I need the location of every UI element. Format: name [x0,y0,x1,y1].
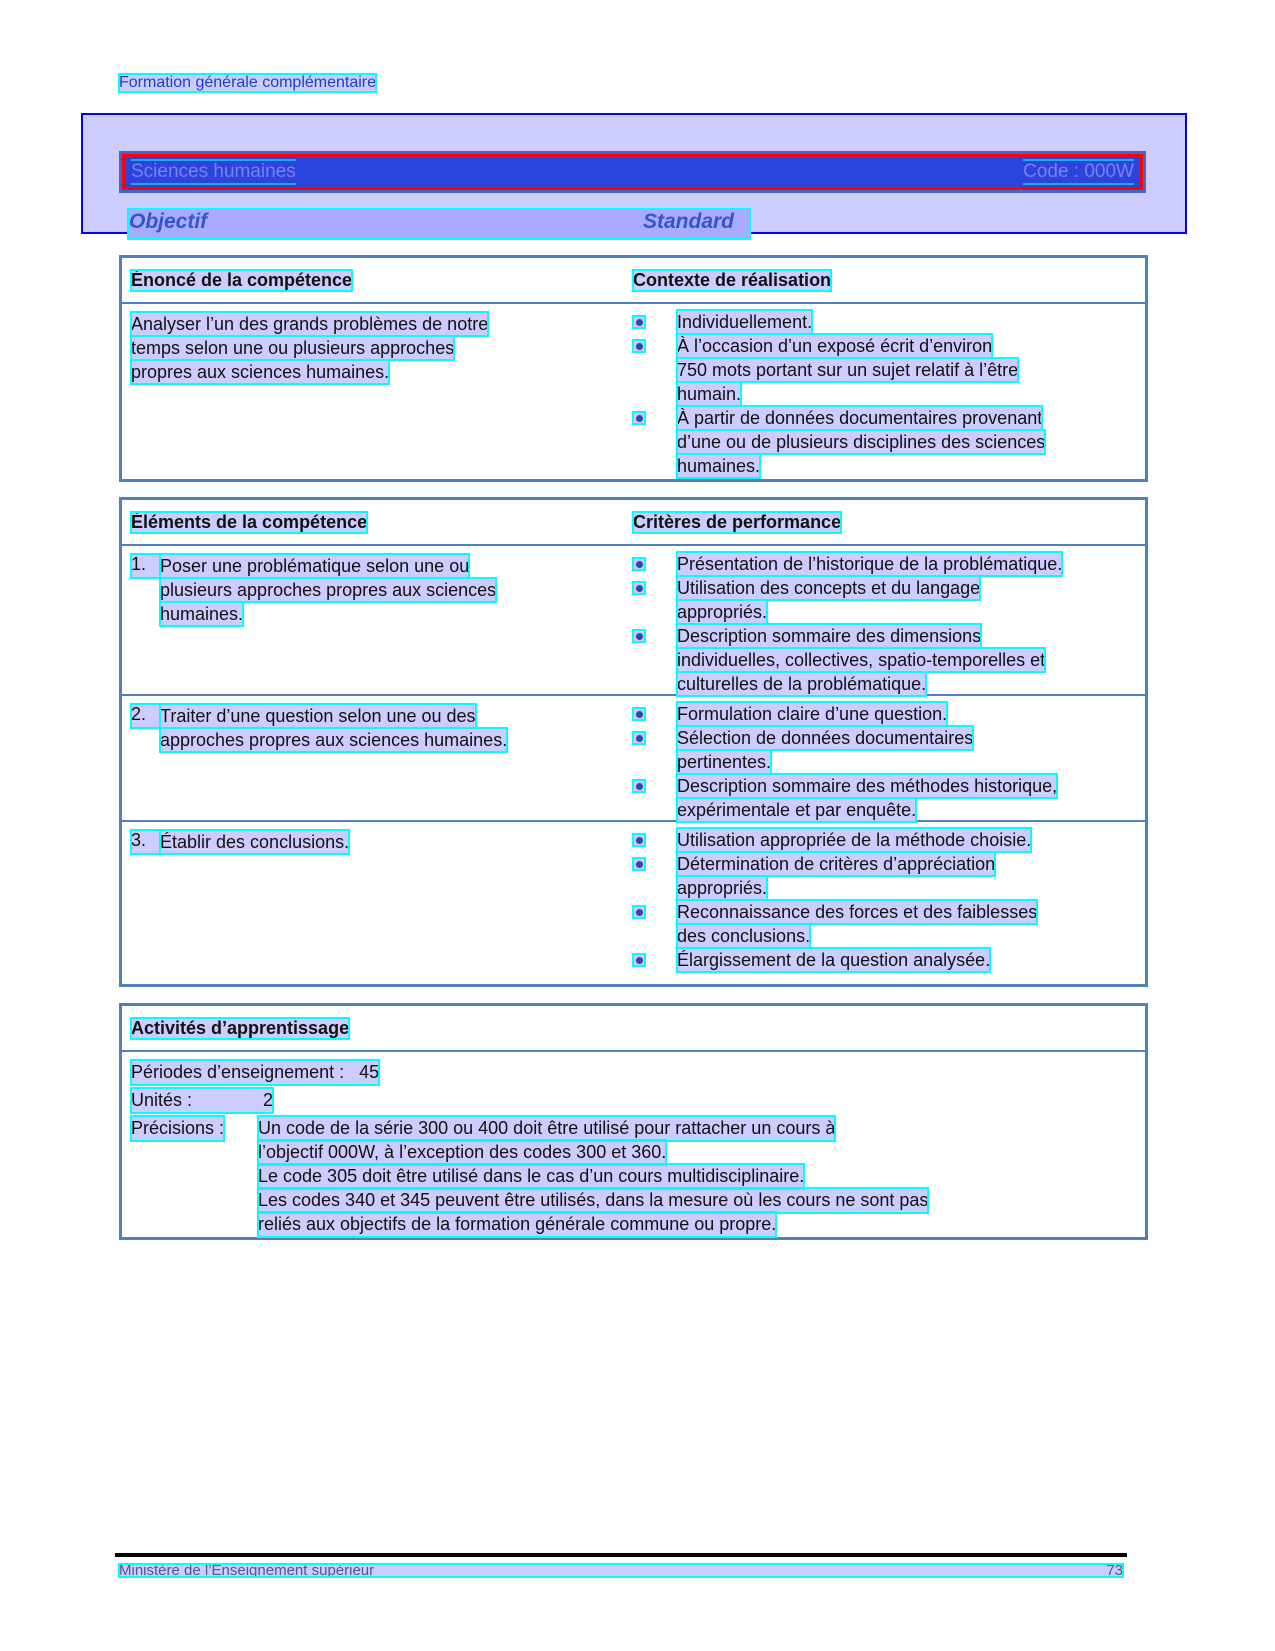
criteria-list [633,828,1133,972]
bullet-item [633,406,1133,478]
page-number: 73 [1106,1562,1123,1579]
bullet-line: individuelles, collectives, spatio-temporelles et [677,650,1046,670]
bullet-line: pertinentes. [677,752,772,772]
element-text: Traiter d’une question selon une ou des [160,706,476,726]
activities-table [119,1003,1148,1240]
footer-ministry: Ministère de l’Enseignement supérieur [119,1562,375,1579]
bullet-line: d’une ou de plusieurs disciplines des sciences [677,432,1046,452]
bullet-line: Reconnaissance des forces et des faiblesses [677,902,1038,922]
precision-line: Les codes 340 et 345 peuvent être utilisés, dans la mesure où les cours ne sont pas [258,1188,928,1213]
bullet-line: Présentation de l’historique de la problématique. [677,554,1063,574]
element-row [122,546,1145,696]
bullet-icon [633,316,645,328]
element-number: 1. [131,554,160,578]
program-code: Code : 000W [1023,159,1134,185]
bullet-line: humaines. [677,456,761,476]
bullet-icon [633,582,645,594]
bullet-item [633,310,1133,334]
element-number [131,578,160,602]
units-value: 2 [263,1090,274,1110]
context-header: Contexte de réalisation [633,270,832,290]
elements-table [119,497,1148,987]
periods-line [131,1060,379,1085]
footer-rule [115,1553,1127,1557]
statement-header: Énoncé de la compétence [131,270,353,290]
bullet-line: Utilisation appropriée de la méthode choisie. [677,830,1032,850]
element-line [131,578,611,602]
column-headings [129,210,749,238]
document-section-label: Formation générale complémentaire [119,74,377,91]
periods-value: 45 [359,1062,380,1082]
bullet-icon [633,780,645,792]
bullet-icon [633,954,645,966]
element-description [131,704,611,752]
footer [119,1564,1123,1577]
bullet-item [633,828,1133,852]
element-description [131,554,611,626]
bullet-line: Individuellement. [677,312,813,332]
element-number [131,602,160,626]
bullet-icon [633,708,645,720]
elements-header: Éléments de la compétence [131,512,368,532]
criteria-list [633,552,1133,696]
bullet-line: Détermination de critères d’appréciation [677,854,996,874]
bullet-line: appropriés. [677,878,768,898]
bullet-item [633,552,1133,576]
criteria-header: Critères de performance [633,512,842,532]
element-text: approches propres aux sciences humaines. [160,730,508,750]
element-row [122,822,1145,970]
bullet-line: expérimentale et par enquête. [677,800,917,820]
element-line [131,554,611,578]
bullet-line: des conclusions. [677,926,811,946]
bullet-line: Description sommaire des dimensions [677,626,982,646]
bullet-item [633,624,1133,696]
precision-line: l’objectif 000W, à l’exception des codes 300 et 360. [258,1140,666,1165]
statement-line: Analyser l’un des grands problèmes de notre [131,314,489,334]
precisions-label: Précisions : [131,1116,224,1141]
element-line [131,830,611,854]
element-number [131,728,160,752]
element-description [131,830,611,854]
bullet-item [633,726,1133,774]
precision-line: Un code de la série 300 ou 400 doit être utilisé pour rattacher un cours à [258,1116,835,1141]
element-text: Poser une problématique selon une ou [160,556,470,576]
bullet-icon [633,340,645,352]
element-line [131,602,611,626]
bullet-line: À partir de données documentaires provenant [677,408,1043,428]
bullet-icon [633,906,645,918]
element-text: plusieurs approches propres aux sciences [160,580,497,600]
element-number: 2. [131,704,160,728]
bullet-item [633,948,1133,972]
statement-line: propres aux sciences humaines. [131,362,390,382]
activities-header: Activités d’apprentissage [131,1018,350,1038]
units-line [131,1088,273,1113]
bullet-line: Sélection de données documentaires [677,728,974,748]
precision-line: reliés aux objectifs de la formation générale commune ou propre. [258,1212,776,1237]
bullet-line: humain. [677,384,742,404]
precision-line: Le code 305 doit être utilisé dans le cas d’un cours multidisciplinaire. [258,1164,804,1189]
bullet-item [633,576,1133,624]
units-label: Unités : [131,1090,193,1110]
bullet-icon [633,630,645,642]
objective-heading: Objectif [129,210,208,233]
standard-heading: Standard [643,210,735,233]
statement-line: temps selon une ou plusieurs approches [131,338,455,358]
bullet-line: 750 mots portant sur un sujet relatif à l’être [677,360,1019,380]
bullet-line: culturelles de la problématique. [677,674,927,694]
bullet-item [633,900,1133,948]
competence-table [119,255,1148,482]
bullet-item [633,852,1133,900]
periods-label: Périodes d’enseignement : [131,1062,345,1082]
bullet-item [633,774,1133,822]
bullet-icon [633,858,645,870]
bullet-icon [633,412,645,424]
element-row [122,696,1145,822]
bullet-line: Formulation claire d’une question. [677,704,948,724]
criteria-list [633,702,1133,822]
program-title: Sciences humaines [131,159,296,185]
bullet-icon [633,732,645,744]
bullet-line: À l’occasion d’un exposé écrit d’environ [677,336,993,356]
element-number: 3. [131,830,160,854]
bullet-line: Description sommaire des méthodes historique, [677,776,1058,796]
bullet-icon [633,834,645,846]
context-list [633,310,1133,478]
element-line [131,728,611,752]
title-bar [119,151,1146,193]
element-line [131,704,611,728]
bullet-line: Élargissement de la question analysée. [677,950,991,970]
bullet-line: appropriés. [677,602,768,622]
bullet-item [633,702,1133,726]
element-text: Établir des conclusions. [160,832,350,852]
bullet-line: Utilisation des concepts et du langage [677,578,981,598]
bullet-item [633,334,1133,406]
competence-statement [131,312,611,384]
element-text: humaines. [160,604,244,624]
bullet-icon [633,558,645,570]
